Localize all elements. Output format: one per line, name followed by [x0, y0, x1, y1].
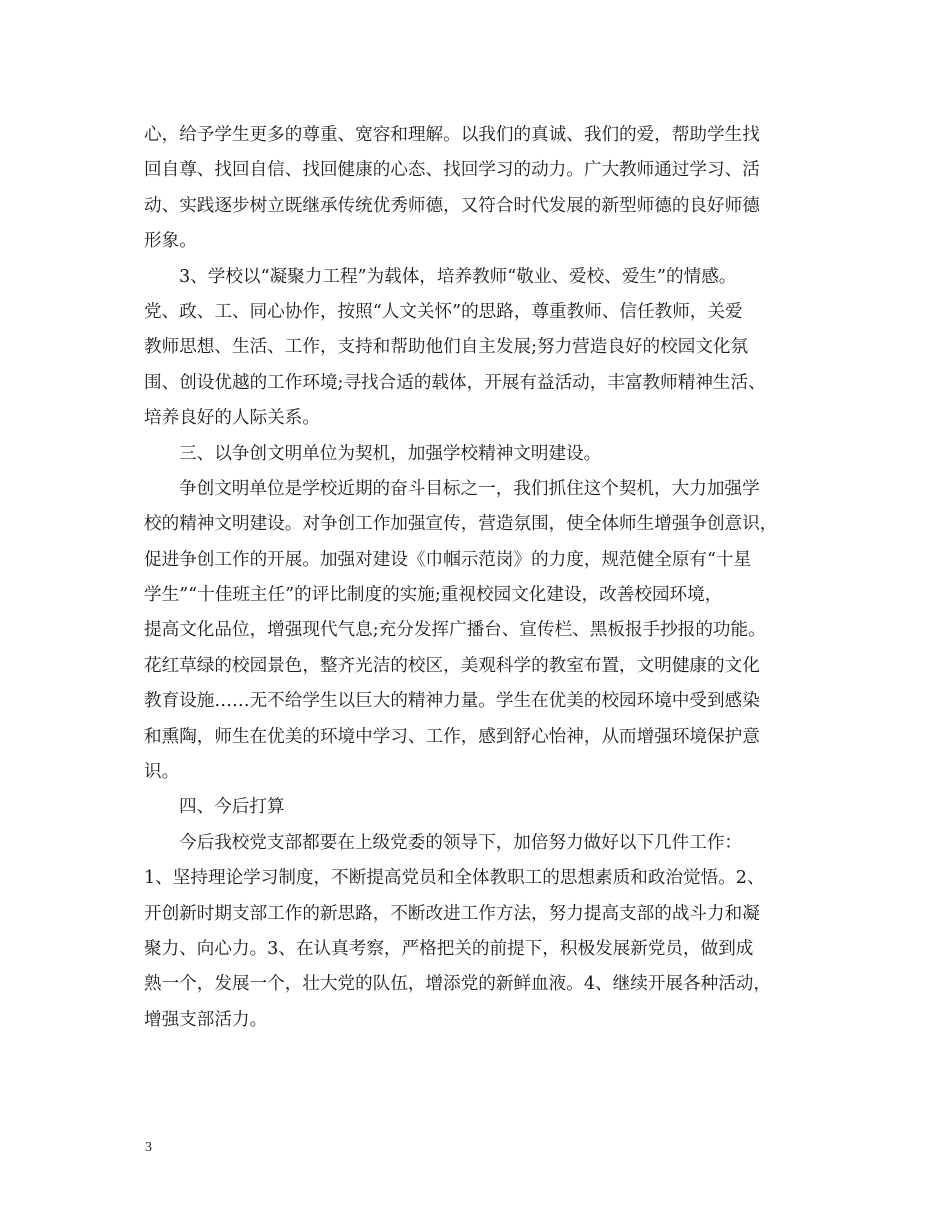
text-line: 党、政、工、同心协作，按照“人文关怀”的思路，尊重教师、信任教师，关爱 — [144, 301, 743, 322]
text-line: 学生”“十佳班主任”的评比制度的实施;重视校园文化建设，改善校园环境， — [144, 585, 723, 606]
text-line: 1、坚持理论学习制度，不断提高党员和全体教职工的思想素质和政治觉悟。2、 — [144, 868, 765, 889]
text-line: 争创文明单位是学校近期的奋斗目标之一，我们抓住这个契机，大力加强学 — [179, 478, 760, 499]
text-line: 和熏陶，师生在优美的环境中学习、工作，感到舒心怡神，从而增强环境保护意 — [144, 726, 760, 747]
text-line: 四、今后打算 — [179, 797, 285, 818]
text-line: 校的精神文明建设。对争创工作加强宣传，营造氛围，使全体师生增强争创意识， — [144, 514, 778, 535]
text-line: 教师思想、生活、工作，支持和帮助他们自主发展;努力营造良好的校园文化氛 — [144, 337, 749, 358]
text-line: 促进争创工作的开展。加强对建设《巾帼示范岗》的力度，规范健全原有“十星 — [144, 549, 752, 570]
text-line: 三、以争创文明单位为契机，加强学校精神文明建设。 — [179, 443, 602, 464]
text-line: 花红草绿的校园景色，整齐光洁的校区，美观科学的教室布置，文明健康的文化 — [144, 655, 760, 676]
text-line: 提高文化品位，增强现代气息;充分发挥广播台、宣传栏、黑板报手抄报的功能。 — [144, 620, 766, 641]
text-line: 开创新时期支部工作的新思路，不断改进工作方法，努力提高支部的战斗力和凝 — [144, 903, 760, 924]
text-line: 围、创设优越的工作环境;寻找合适的载体，开展有益活动，丰富教师精神生活、 — [144, 372, 766, 393]
text-line: 增强支部活力。 — [144, 1009, 268, 1030]
text-line: 形象。 — [144, 231, 197, 252]
page-number: 3 — [145, 1140, 152, 1155]
text-line: 3、学校以“凝聚力工程”为载体，培养教师“敬业、爱校、爱生”的情感。 — [179, 266, 737, 287]
text-line: 识。 — [144, 762, 180, 783]
text-line: 培养良好的人际关系。 — [144, 408, 320, 429]
text-line: 熟一个，发展一个，壮大党的队伍，增添党的新鲜血液。4、继续开展各种活动， — [144, 974, 771, 995]
text-line: 教育设施……无不给学生以巨大的精神力量。学生在优美的校园环境中受到感染 — [144, 691, 760, 712]
body-text — [144, 118, 814, 1038]
text-line: 聚力、向心力。3、在认真考察，严格把关的前提下，积极发展新党员，做到成 — [144, 938, 754, 959]
text-line: 回自尊、找回自信、找回健康的心态、找回学习的动力。广大教师通过学习、活 — [144, 160, 760, 181]
text-line: 动、实践逐步树立既继承传统优秀师德，又符合时代发展的新型师德的良好师德 — [144, 195, 760, 216]
text-line: 今后我校党支部都要在上级党委的领导下，加倍努力做好以下几件工作： — [179, 832, 743, 853]
text-line: 心，给予学生更多的尊重、宽容和理解。以我们的真诚、我们的爱，帮助学生找 — [144, 125, 760, 145]
